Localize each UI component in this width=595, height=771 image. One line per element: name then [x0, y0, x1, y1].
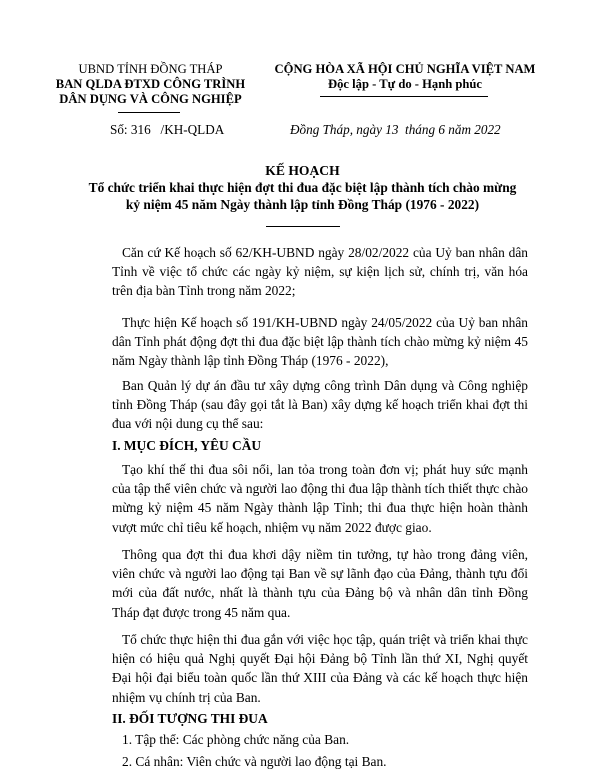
paragraph: Thông qua đợt thi đua khơi dậy niềm tin tưởng, tự hào trong đảng viên, viên chức và người lao động tại Ban về sự lãnh đạo của Đảng, thành tựu đổi mới của đất nước, nhất là thành tựu của Đảng bộ và nhân dân tỉnh Đồng Tháp đạt được trong 45 năm qua.: [112, 547, 528, 620]
agency-name-line2: DÂN DỤNG VÀ CÔNG NGHIỆP: [59, 92, 242, 106]
header-left: [48, 62, 253, 107]
paragraph: Tạo khí thế thi đua sôi nổi, lan tỏa trong toàn đơn vị; phát huy sức mạnh của tập thể viên chức và người lao động thi đua lập thành tích thiết thực chào mừng kỷ niệm 45 năm Ngày thành lập Tỉnh; thi đua thực hiện hoàn thành vượt mức chỉ tiêu kế hoạch, nhiệm vụ năm 2022 được giao.: [112, 462, 528, 535]
national-title: CỘNG HÒA XÃ HỘI CHỦ NGHĨA VIỆT NAM: [274, 62, 536, 76]
paragraph: Ban Quản lý dự án đầu tư xây dựng công trình Dân dụng và Công nghiệp tỉnh Đồng Tháp (sau đây gọi tắt là Ban) xây dựng kế hoạch triển khai đợt thi đua với nội dung cụ thể sau:: [112, 378, 528, 432]
list-item: 1. Tập thể: Các phòng chức năng của Ban.: [122, 732, 350, 747]
document-number: Số: 316 /KH-QLDA: [110, 122, 225, 137]
document-title-block: [80, 162, 525, 213]
place-and-date: Đồng Tháp, ngày 13 tháng 6 năm 2022: [290, 122, 501, 137]
list-item: 2. Cá nhân: Viên chức và người lao động tại Ban.: [122, 754, 387, 769]
section-heading: I. MỤC ĐÍCH, YÊU CẦU: [112, 438, 262, 453]
header-left-underline: [118, 112, 180, 113]
paragraph: Thực hiện Kế hoạch số 191/KH-UBND ngày 24/05/2022 của Uỷ ban nhân dân Tỉnh phát động đợt thi đua đặc biệt lập thành tích chào mừng kỷ niệm 45 năm Ngày thành lập tỉnh Đồng Tháp (1976 - 2022),: [112, 315, 528, 369]
header-right: [255, 62, 555, 92]
document-subtitle-line2: kỷ niệm 45 năm Ngày thành lập tỉnh Đồng Tháp (1976 - 2022): [125, 197, 480, 212]
agency-name-line1: BAN QLDA ĐTXD CÔNG TRÌNH: [55, 77, 246, 91]
paragraph: Căn cứ Kế hoạch số 62/KH-UBND ngày 28/02/2022 của Uỷ ban nhân dân Tỉnh về việc tổ chức các ngày kỷ niệm, sự kiện lịch sử, chính trị, văn hóa trên địa bàn Tỉnh trong năm 2022;: [112, 245, 528, 299]
paragraph: Tổ chức thực hiện thi đua gắn với việc học tập, quán triệt và triển khai thực hiện có hiệu quả Nghị quyết Đại hội Đảng bộ Tỉnh lần thứ XI, Nghị quyết Đại hội đại biểu toàn quốc lần thứ XIII của Đảng và các kế hoạch thực hiện nhiệm vụ chính trị của Ban.: [112, 632, 528, 705]
motto-underline: [320, 96, 488, 97]
section-heading: II. ĐỐI TƯỢNG THI ĐUA: [112, 711, 268, 726]
document-title: KẾ HOẠCH: [265, 163, 340, 178]
national-motto: Độc lập - Tự do - Hạnh phúc: [328, 77, 482, 91]
document-subtitle-line1: Tổ chức triển khai thực hiện đợt thi đua đặc biệt lập thành tích chào mừng: [88, 180, 517, 195]
title-underline: [266, 226, 340, 227]
agency-parent: UBND TỈNH ĐỒNG THÁP: [78, 62, 223, 76]
